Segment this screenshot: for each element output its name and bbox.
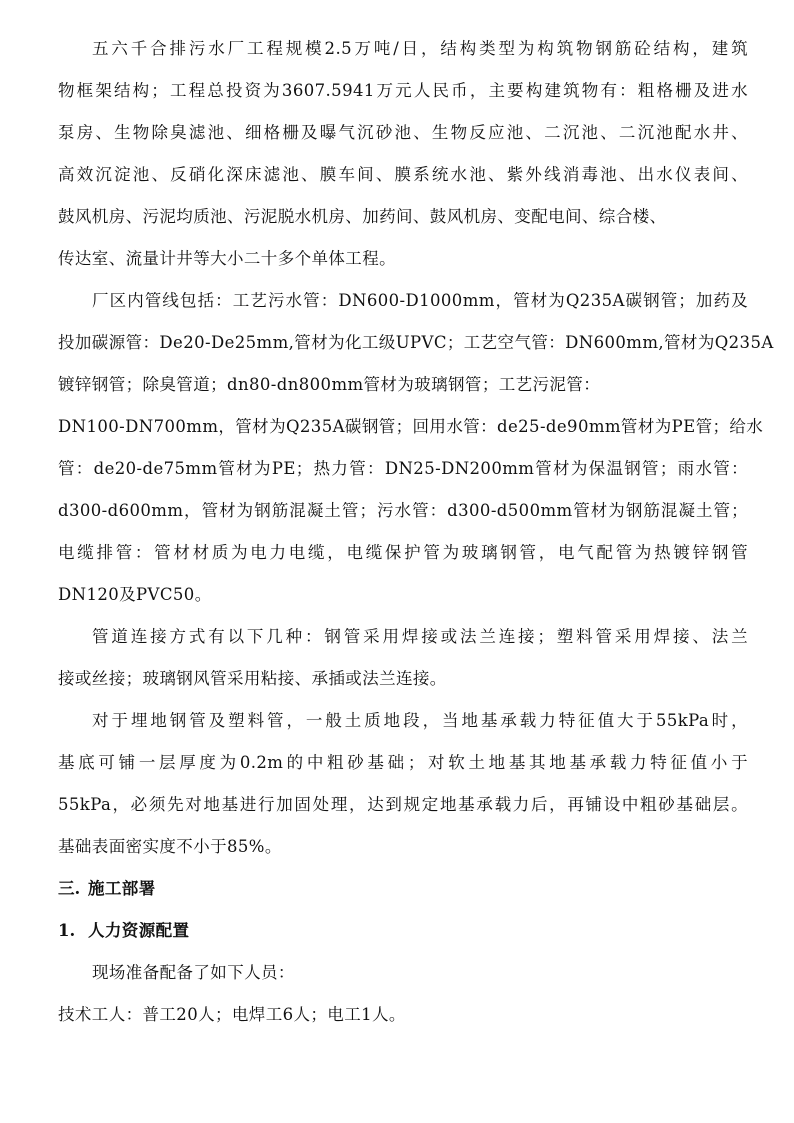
section-title: 施工部署 (88, 879, 156, 898)
paragraph-1-line-5: 鼓风机房、污泥均质池、污泥脱水机房、加药间、鼓风机房、变配电间、综合楼、 (58, 207, 667, 226)
paragraph-2-line-3: 镀锌钢管；除臭管道；dn80-dn800mm管材为玻璃钢管；工艺污泥管： (58, 375, 601, 394)
section-number: 三. (58, 879, 81, 898)
paragraph-1-line-6: 传达室、流量计井等大小二十多个单体工程。 (58, 249, 396, 268)
paragraph-4-line-4: 基础表面密实度不小于85%。 (58, 837, 282, 856)
subsection-title: 人力资源配置 (88, 921, 190, 940)
paragraph-4-line-2: 基底可铺一层厚度为0.2m的中粗砂基础；对软土地基其地基承载力特征值小于 (58, 753, 748, 772)
paragraph-1-line-4: 高效沉淀池、反硝化深床滤池、膜车间、膜系统水池、紫外线消毒池、出水仪表间、 (58, 165, 748, 184)
paragraph-2-line-5: 管：de20-de75mm管材为PE；热力管：DN25-DN200mm管材为保温钢管；雨水管： (58, 459, 748, 478)
paragraph-4-line-1: 对于埋地钢管及塑料管，一般土质地段，当地基承载力特征值大于55kPa时， (92, 711, 748, 730)
staff-intro: 现场准备配备了如下人员： (92, 963, 295, 982)
paragraph-3-line-2: 接或丝接；玻璃钢风管采用粘接、承插或法兰连接。 (58, 669, 447, 688)
paragraph-2-line-8: DN120及PVC50。 (58, 585, 212, 604)
paragraph-1-line-2: 物框架结构；工程总投资为3607.5941万元人民币，主要构建筑物有：粗格栅及进水 (58, 81, 748, 100)
paragraph-2-line-4: DN100-DN700mm，管材为Q235A碳钢管；回用水管：de25-de90mm管材为PE管；给水 (58, 417, 764, 436)
paragraph-3-line-1: 管道连接方式有以下几种：钢管采用焊接或法兰连接；塑料管采用焊接、法兰 (92, 627, 748, 646)
paragraph-2-line-2: 投加碳源管：De20-De25mm,管材为化工级UPVC；工艺空气管：DN600mm,管材为Q235A (58, 333, 774, 352)
paragraph-1-line-3: 泵房、生物除臭滤池、细格栅及曝气沉砂池、生物反应池、二沉池、二沉池配水井、 (58, 123, 748, 142)
subsection-number: 1. (58, 921, 76, 940)
paragraph-2-line-7: 电缆排管：管材材质为电力电缆，电缆保护管为玻璃钢管，电气配管为热镀锌钢管 (58, 543, 748, 562)
paragraph-2-line-1: 厂区内管线包括：工艺污水管：DN600-D1000mm，管材为Q235A碳钢管；加药及 (92, 291, 748, 310)
paragraph-2-line-6: d300-d600mm，管材为钢筋混凝土管；污水管：d300-d500mm管材为钢筋混凝土管； (58, 501, 748, 520)
paragraph-4-line-3: 55kPa，必须先对地基进行加固处理，达到规定地基承载力后，再铺设中粗砂基础层。 (58, 795, 748, 814)
paragraph-1-line-1: 五六千合排污水厂工程规模2.5万吨/日，结构类型为构筑物钢筋砼结构，建筑 (92, 39, 748, 58)
staff-list: 技术工人：普工20人；电焊工6人；电工1人。 (58, 1005, 406, 1024)
